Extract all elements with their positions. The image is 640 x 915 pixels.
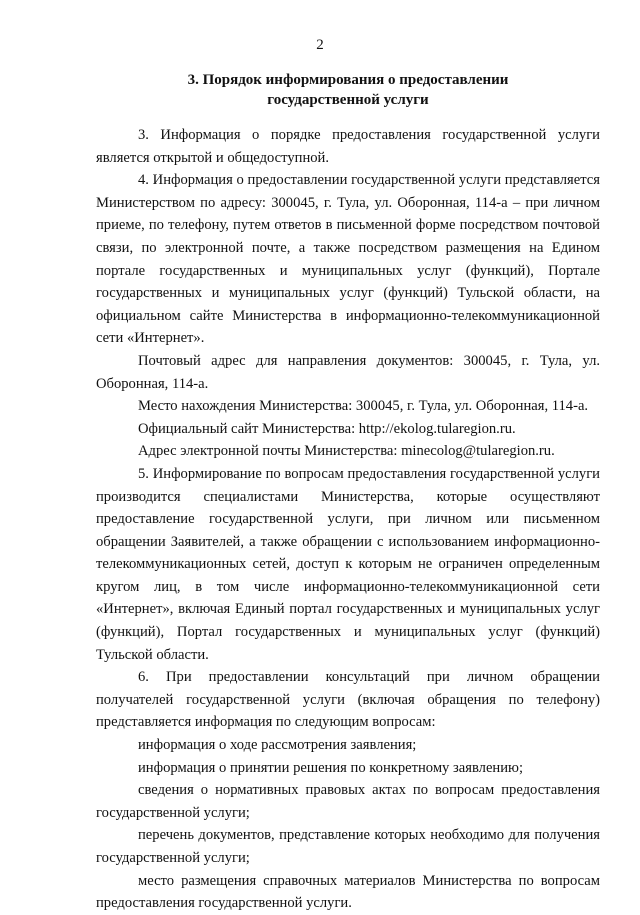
official-website: Официальный сайт Министерства: http://ekolog.tularegion.ru.	[138, 420, 516, 437]
list-item: место размещения справочных материалов Министерства по вопросам предоставления государственной услуги.	[96, 872, 600, 912]
email-address: Адрес электронной почты Министерства: minecolog@tularegion.ru.	[138, 443, 555, 460]
postal-address: Почтовый адрес для направления документов: 300045, г. Тула, ул. Оборонная, 114-а.	[96, 352, 600, 392]
section-title	[96, 70, 600, 110]
section-title-line-2: государственной услуги	[267, 92, 429, 108]
paragraph-5: 5. Информирование по вопросам предоставления государственной услуги производится специалистами Министерства, которые осуществляют предоставление государственной услуги, при личном или письменном обращении Заявителей, а также обращении с использованием информационно-телекоммуникационных сетей, доступ к которым не ограничен определенным кругом лиц, в том числе информационно-телекоммуникационной сети «Интернет», включая Единый портал государственных и муниципальных услуг (функций), Портал государственных и муниципальных услуг (функций) Тульской области.	[96, 465, 600, 663]
page-number: 2	[316, 37, 324, 53]
body-text	[96, 124, 600, 915]
list-item: перечень документов, представление которых необходимо для получения государственной услуги;	[96, 827, 600, 866]
list-item: информация о ходе рассмотрения заявления;	[138, 737, 417, 754]
paragraph-6: 6. При предоставлении консультаций при личном обращении получателей государственной услуги (включая обращения по телефону) представляется информация по следующим вопросам:	[96, 669, 600, 731]
ministry-location: Место нахождения Министерства: 300045, г. Тула, ул. Оборонная, 114-а.	[138, 398, 589, 415]
paragraph-4: 4. Информация о предоставлении государственной услуги представляется Министерством по адресу: 300045, г. Тула, ул. Оборонная, 114-а – при личном приеме, по телефону, путем ответов в письменной форме посредством почтовой связи, по электронной почте, а также посредством размещения на Едином портале государственных и муниципальных услуг (функций), Портале государственных и муниципальных услуг (функций) Тульской области, на официальном сайте Министерства в информационно-телекоммуникационной сети «Интернет».	[96, 172, 600, 347]
paragraph-3: 3. Информация о порядке предоставления государственной услуги является открытой и общедоступной.	[96, 127, 600, 166]
section-title-line-1: 3. Порядок информирования о предоставлении	[187, 72, 509, 88]
list-item: сведения о нормативных правовых актах по вопросам предоставления государственной услуги;	[96, 782, 600, 821]
list-item: информация о принятии решения по конкретному заявлению;	[138, 759, 523, 776]
